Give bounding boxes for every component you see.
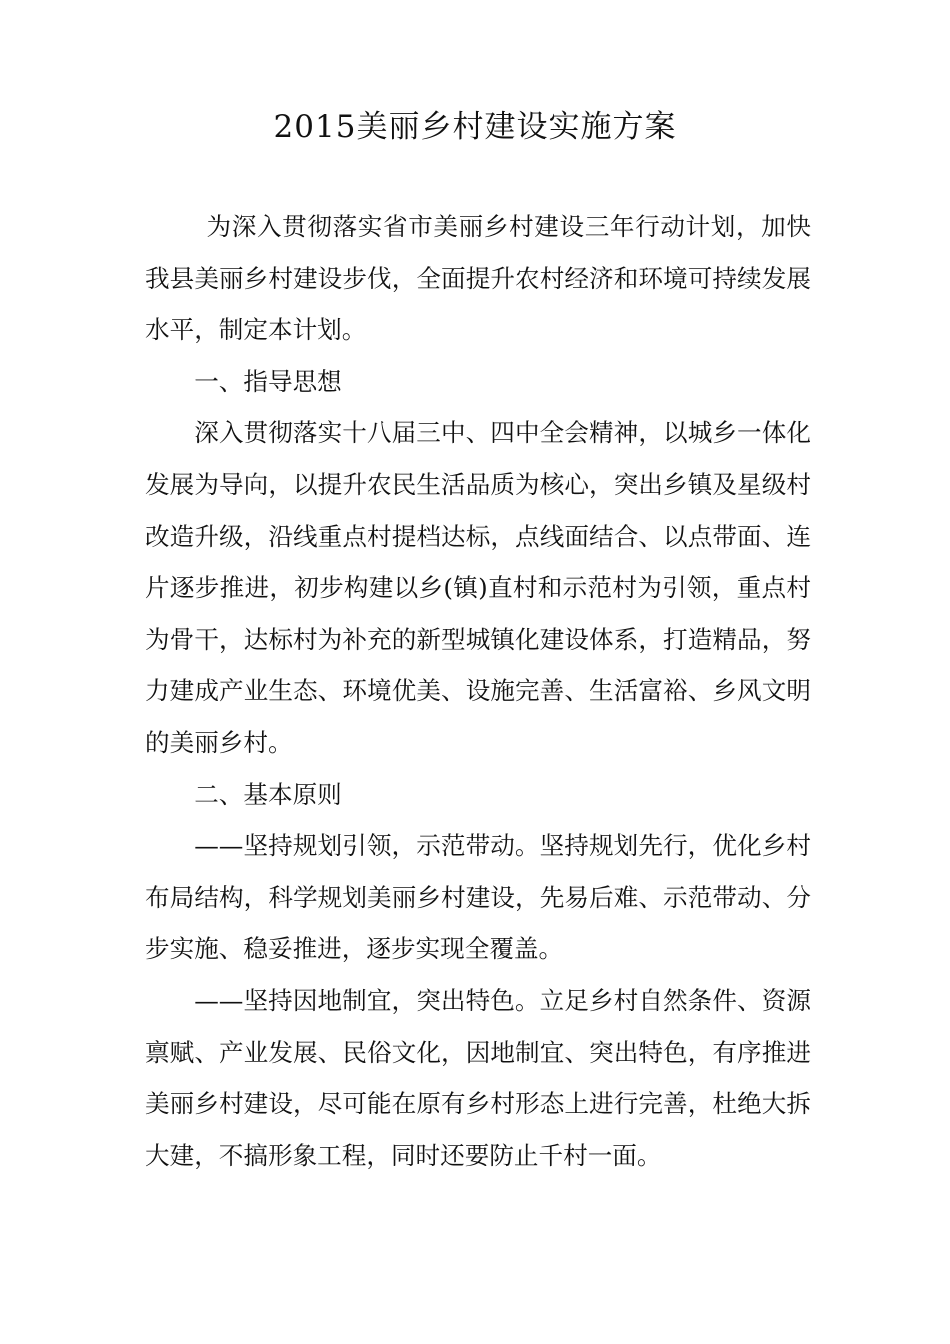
principle-planning-paragraph: ——坚持规划引领，示范带动。坚持规划先行，优化乡村布局结构，科学规划美丽乡村建设，先易后难、示范带动、分步实施、稳妥推进，逐步实现全覆盖。 — [145, 831, 811, 964]
guiding-ideology-paragraph: 深入贯彻落实十八届三中、四中全会精神，以城乡一体化发展为导向，以提升农民生活品质为核心，突出乡镇及星级村改造升级，沿线重点村提档达标，点线面结合、以点带面、连片逐步推进，初步构建以乡(镇)直村和示范村为引领，重点村为骨干，达标村为补充的新型城镇化建设体系，打造精品，努力建成产业生态、环境优美、设施完善、生活富裕、乡风文明的美丽乡村。 — [145, 418, 811, 757]
document-body — [145, 201, 811, 1181]
section-heading-basic-principles: 二、基本原则 — [194, 779, 342, 809]
document-title: 2015美丽乡村建设实施方案 — [273, 109, 677, 145]
principle-local-conditions-paragraph: ——坚持因地制宜，突出特色。立足乡村自然条件、资源禀赋、产业发展、民俗文化，因地制宜、突出特色，有序推进美丽乡村建设，尽可能在原有乡村形态上进行完善，杜绝大拆大建，不搞形象工程，同时还要防止千村一面。 — [145, 985, 811, 1170]
section-heading-guiding-ideology: 一、指导思想 — [194, 366, 342, 396]
intro-paragraph: 为深入贯彻落实省市美丽乡村建设三年行动计划，加快我县美丽乡村建设步伐，全面提升农村经济和环境可持续发展水平，制定本计划。 — [145, 212, 811, 345]
